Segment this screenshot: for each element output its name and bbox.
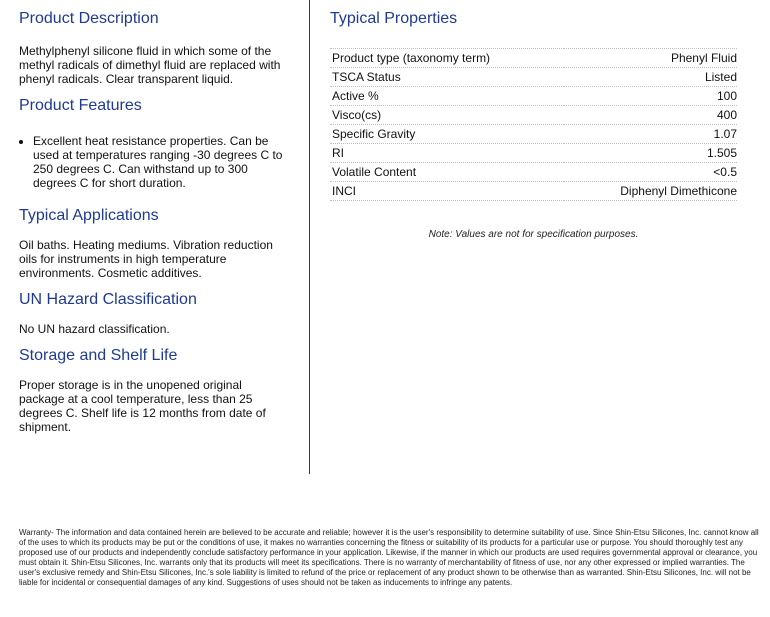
property-value: 100 xyxy=(564,87,737,106)
property-label: TSCA Status xyxy=(330,68,564,87)
property-label: INCI xyxy=(330,182,564,201)
warranty-text: Warranty- The information and data contained herein are believed to be accurate and reliable; however it is the user's responsibility to determine suitability of use. Since Shin-Etsu Silicones, Inc. cannot know all of the uses to which its products may be put or the conditions of use, it makes no warranties concerning the fitness or suitability of its products for a particular use or purpose. You should thoroughly test any proposed use of our products and independently conclude satisfactory performance in your application. Likewise, if the manner in which our products are used requires governmental approval or clearance, you must obtain it. Shin-Etsu Silicones, Inc. warrants only that its products will meet its specifications. There is no warranty of merchantability of fitness of use, nor any other expressed or implied warranties. The user's exclusive remedy and Shin-Etsu Silicones, Inc.'s sole liability is limited to refund of the price or replacement of any product shown to be otherwise than as warranted. Shin-Etsu Silicones, Inc. will not be liable for incidental or consequential damages of any kind. Suggestions of uses should not be taken as inducements to infringe any patents. xyxy=(19,528,759,587)
property-value: <0.5 xyxy=(564,163,737,182)
property-value: Listed xyxy=(564,68,737,87)
product-description-text: Methylphenyl silicone fluid in which some of the methyl radicals of dimethyl fluid are replaced with phenyl radicals. Clear transparent liquid. xyxy=(19,44,281,86)
table-row xyxy=(330,68,737,87)
property-value: Phenyl Fluid xyxy=(564,49,737,68)
left-column xyxy=(19,8,289,434)
property-value: 1.07 xyxy=(564,125,737,144)
property-label: Visco(cs) xyxy=(330,106,564,125)
property-value: Diphenyl Dimethicone xyxy=(564,182,737,201)
storage-text: Proper storage is in the unopened original package at a cool temperature, less than 25 degrees C. Shelf life is 12 months from date of shipment. xyxy=(19,378,266,434)
property-label: Product type (taxonomy term) xyxy=(330,49,564,68)
right-column xyxy=(330,8,737,240)
property-label: Active % xyxy=(330,87,564,106)
property-value: 1.505 xyxy=(564,144,737,163)
properties-table xyxy=(330,48,737,201)
table-row xyxy=(330,87,737,106)
table-row xyxy=(330,182,737,201)
table-row xyxy=(330,49,737,68)
specification-note: Note: Values are not for specification purposes. xyxy=(428,229,639,240)
product-features-list xyxy=(19,134,289,190)
typical-properties-heading: Typical Properties xyxy=(330,10,458,27)
property-label: RI xyxy=(330,144,564,163)
product-features-heading: Product Features xyxy=(19,97,142,114)
table-row xyxy=(330,144,737,163)
property-value: 400 xyxy=(564,106,737,125)
typical-applications-text: Oil baths. Heating mediums. Vibration reduction oils for instruments in high temperature environments. Cosmetic additives. xyxy=(19,238,273,280)
column-divider xyxy=(309,0,310,474)
typical-applications-heading: Typical Applications xyxy=(19,207,159,224)
table-row xyxy=(330,106,737,125)
table-row xyxy=(330,163,737,182)
property-label: Specific Gravity xyxy=(330,125,564,144)
product-description-heading: Product Description xyxy=(19,10,159,27)
table-row xyxy=(330,125,737,144)
un-hazard-heading: UN Hazard Classification xyxy=(19,291,197,308)
storage-heading: Storage and Shelf Life xyxy=(19,347,178,364)
property-label: Volatile Content xyxy=(330,163,564,182)
feature-item: • Excellent heat resistance properties. Can be used at temperatures ranging -30 degrees C to 250 degrees C. Can withstand up to 300 degrees C for short duration. xyxy=(33,134,289,190)
un-hazard-text: No UN hazard classification. xyxy=(19,322,170,336)
